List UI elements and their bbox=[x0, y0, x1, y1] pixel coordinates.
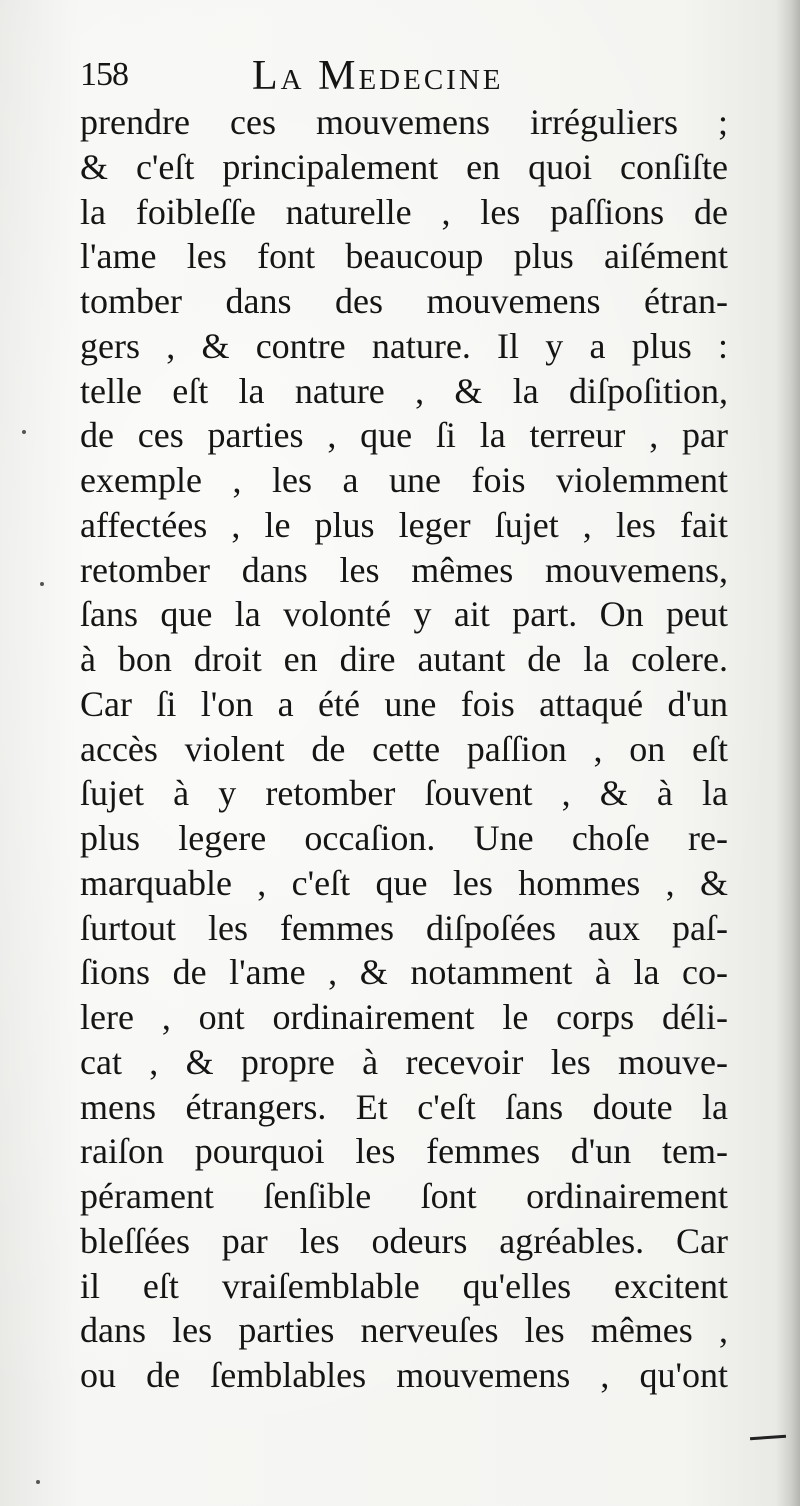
text-line: de ces parties , que ſi la terreur , par bbox=[80, 415, 728, 456]
text-line: mens étrangers. Et c'eſt ſans doute la bbox=[80, 1086, 728, 1127]
text-line: raiſon pourquoi les femmes d'un tem- bbox=[80, 1131, 728, 1172]
text-line: cat , & propre à recevoir les mouve- bbox=[80, 1041, 728, 1082]
edge-ink-mark bbox=[750, 1435, 786, 1441]
text-line: ou de ſemblables mouvemens , qu'ont bbox=[80, 1355, 728, 1395]
text-line: lere , ont ordinairement le corps déli- bbox=[80, 997, 728, 1037]
text-line: à bon droit en dire autant de la colere. bbox=[80, 639, 728, 679]
text-line: pérament ſenſible ſont ordinairement bbox=[80, 1176, 728, 1216]
text-line: accès violent de cette paſſion , on eſt bbox=[80, 728, 728, 769]
text-line: bleſſées par les odeurs agréables. Car bbox=[80, 1220, 728, 1261]
page-number: 158 bbox=[80, 56, 128, 93]
text-line: & c'eſt principalement en quoi conſiſte bbox=[80, 146, 728, 187]
text-line: la foibleſſe naturelle , les paſſions de bbox=[80, 191, 728, 232]
text-line: Car ſi l'on a été une fois attaqué d'un bbox=[80, 683, 728, 724]
text-line: exemple , les a une fois violemment bbox=[80, 460, 728, 500]
text-line: ſujet à y retomber ſouvent , & à la bbox=[80, 773, 728, 814]
text-line: retomber dans les mêmes mouvemens, bbox=[80, 549, 728, 590]
running-title: La Medecine bbox=[252, 53, 504, 99]
text-line: plus legere occaſion. Une choſe re- bbox=[80, 818, 728, 858]
text-line: il eſt vraiſemblable qu'elles excitent bbox=[80, 1265, 728, 1306]
body-text bbox=[80, 100, 728, 1398]
text-line: ſans que la volonté y ait part. On peut bbox=[80, 594, 728, 635]
page-header bbox=[80, 52, 730, 104]
ink-speck bbox=[40, 582, 44, 586]
text-line: tomber dans des mouvemens étran- bbox=[80, 281, 728, 321]
text-line: telle eſt la nature , & la diſpoſition, bbox=[80, 370, 728, 411]
text-line: marquable , c'eſt que les hommes , & bbox=[80, 862, 728, 903]
text-line: ſurtout les femmes diſpoſées aux paſ- bbox=[80, 907, 728, 948]
text-line: dans les parties nerveuſes les mêmes , bbox=[80, 1310, 728, 1351]
text-line: l'ame les font beaucoup plus aiſément bbox=[80, 236, 728, 277]
text-line: ſions de l'ame , & notamment à la co- bbox=[80, 952, 728, 993]
ink-speck bbox=[36, 1480, 40, 1484]
text-line: gers , & contre nature. Il y a plus : bbox=[80, 325, 728, 366]
text-line: affectées , le plus leger ſujet , les fait bbox=[80, 504, 728, 545]
ink-speck bbox=[22, 430, 26, 434]
text-line: prendre ces mouvemens irréguliers ; bbox=[80, 102, 728, 142]
